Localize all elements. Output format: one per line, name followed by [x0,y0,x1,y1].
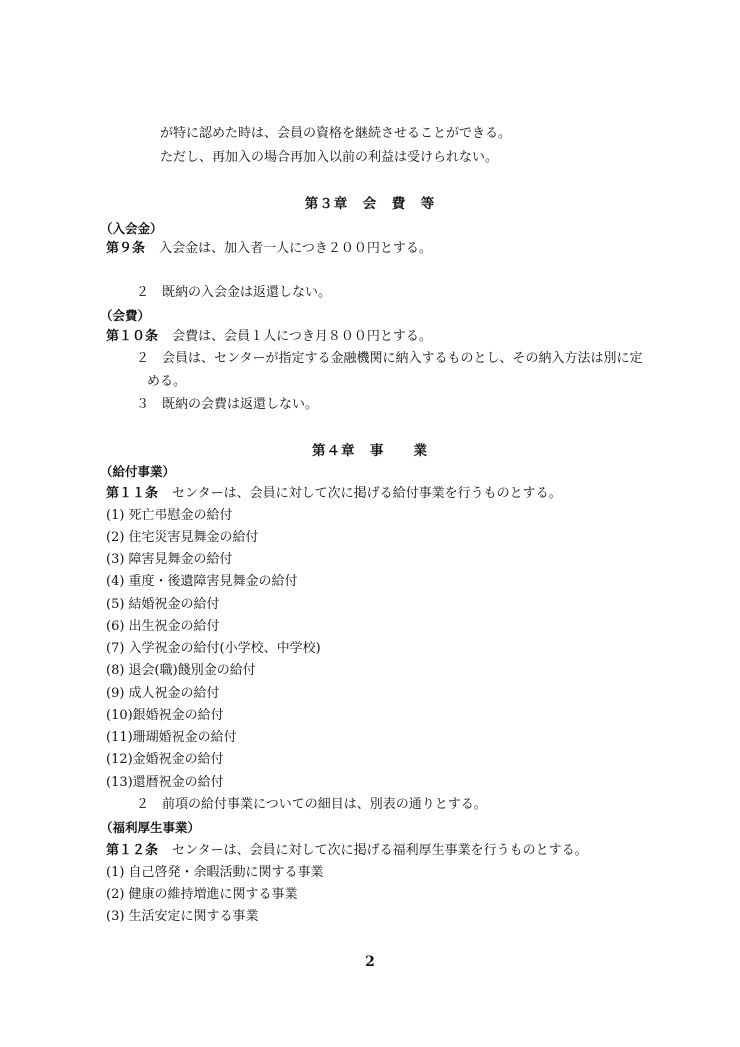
article-11-text: センターは、会員に対して次に掲げる給付事業を行うものとする。 [172,486,562,501]
article-12-number: 第１２条 [106,843,159,858]
benefit-item: (6) 出生祝金の給付 [106,619,220,634]
benefit-item: (7) 入学祝金の給付(小学校、中学校) [106,641,321,656]
chapter-3-title: 第３章 会 費 等 [304,196,436,212]
benefit-item: (1) 死亡弔慰金の給付 [106,508,233,523]
article-12 [106,842,588,860]
welfare-item: (1) 自己啓発・余暇活動に関する事業 [106,865,324,880]
article-9-paragraph-2: ２ 既納の入会金は返還しない。 [136,285,332,300]
benefit-item: (4) 重度・後遺障害見舞金の給付 [106,574,298,589]
article-11-number: 第１１条 [106,486,159,501]
intro-line-2: ただし、再加入の場合再加入以前の利益は受けられない。 [160,150,499,165]
benefit-item: (3) 障害見舞金の給付 [106,552,233,567]
caption-welfare-business: （福利厚生事業） [100,820,201,835]
caption-admission-fee: （入会金） [100,221,163,236]
benefit-item: (10)銀婚祝金の給付 [106,708,224,723]
article-11 [106,485,562,503]
article-10-paragraph-3: ３ 既納の会費は返還しない。 [136,397,319,412]
benefit-item: (5) 結婚祝金の給付 [106,597,220,612]
article-10-number: 第１０条 [106,329,159,344]
article-10-paragraph-2: ２ 会員は、センターが指定する金融機関に納入するものとし、その納入方法は別に定 [136,351,643,366]
benefit-item: (12)金婚祝金の給付 [106,752,224,767]
article-9-number: 第９条 [106,241,146,256]
article-9-text: 入会金は、加入者一人につき２００円とする。 [159,241,432,256]
article-10-text: 会費は、会員１人につき月８００円とする。 [172,329,432,344]
article-10-paragraph-2-cont: める。 [147,374,187,389]
article-11-paragraph-2: ２ 前項の給付事業についての細目は、別表の通りとする。 [136,797,487,812]
benefit-item: (13)還暦祝金の給付 [106,775,224,790]
benefit-item: (9) 成人祝金の給付 [106,686,220,701]
welfare-item: (3) 生活安定に関する事業 [106,909,259,924]
article-12-text: センターは、会員に対して次に掲げる福利厚生事業を行うものとする。 [172,843,588,858]
chapter-4-title: 第４章 事 業 [312,443,428,459]
caption-benefit-business: （給付事業） [100,464,176,479]
welfare-item: (2) 健康の維持増進に関する事業 [106,887,298,902]
caption-membership-fee: （会費） [100,308,151,323]
benefit-item: (8) 退会(職)餞別金の給付 [106,663,256,678]
page-number: 2 [365,954,375,970]
article-9 [106,240,432,258]
benefit-item: (2) 住宅災害見舞金の給付 [106,530,259,545]
article-10 [106,328,432,346]
benefit-item: (11)珊瑚婚祝金の給付 [106,730,237,745]
intro-line-1: が特に認めた時は、会員の資格を継続させることができる。 [160,126,512,141]
